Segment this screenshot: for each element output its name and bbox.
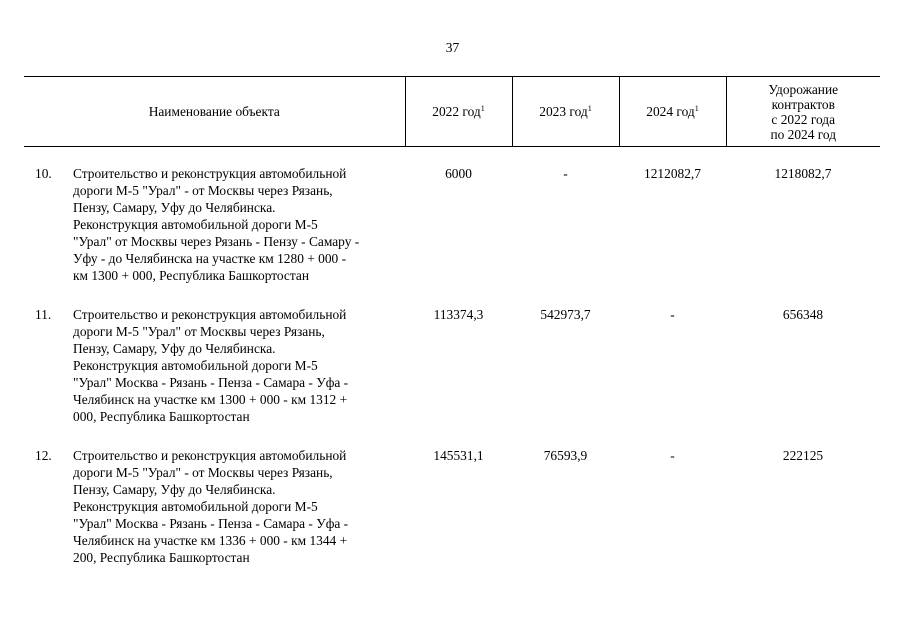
row-2023-value: - <box>563 166 568 181</box>
row-name-cell <box>24 447 405 566</box>
table-row <box>24 306 880 425</box>
header-increase <box>726 77 880 147</box>
cost-table <box>24 76 880 566</box>
row-name-line: Пензу, Самару, Уфу до Челябинска. <box>73 341 276 356</box>
header-2023-footnote: 1 <box>587 104 592 113</box>
row-name-line: км 1300 + 000, Республика Башкортостан <box>73 268 309 283</box>
header-name <box>24 77 405 147</box>
header-increase-line: контрактов <box>771 96 835 112</box>
row-name-cell <box>24 165 405 284</box>
row-name-line: 000, Республика Башкортостан <box>73 409 250 424</box>
row-name-line: Строительство и реконструкция автомобильной <box>73 307 347 322</box>
row-name-line: дороги М-5 "Урал" - от Москвы через Рязань, <box>73 465 333 480</box>
row-increase-value: 222125 <box>782 448 824 463</box>
row-2024-value: 1212082,7 <box>644 166 701 181</box>
row-name-cell <box>24 306 405 425</box>
row-name-line: "Урал" от Москвы через Рязань - Пензу - Самару - <box>73 234 360 249</box>
row-number: 12. <box>35 448 52 463</box>
header-2022-label: 2022 год <box>432 104 481 119</box>
header-increase-line: по 2024 год <box>770 126 837 142</box>
row-name-line: Строительство и реконструкция автомобильной <box>73 448 347 463</box>
header-2024-label: 2024 год <box>646 104 695 119</box>
spacer-row <box>24 425 880 447</box>
row-name-line: "Урал" Москва - Рязань - Пенза - Самара - Уфа - <box>73 516 349 531</box>
row-name-line: Пензу, Самару, Уфу до Челябинска. <box>73 200 276 215</box>
table-row <box>24 447 880 566</box>
row-2024-value: - <box>670 448 675 463</box>
row-name-line: Челябинск на участке км 1300 + 000 - км 1312 + <box>73 392 348 407</box>
header-2023-label: 2023 год <box>539 104 588 119</box>
row-name <box>73 447 405 566</box>
row-name-line: Реконструкция автомобильной дороги М-5 <box>73 358 318 373</box>
row-name <box>73 306 405 425</box>
row-2022-value: 113374,3 <box>433 307 484 322</box>
row-name-line: 200, Республика Башкортостан <box>73 550 250 565</box>
row-number: 11. <box>35 307 52 322</box>
header-2023 <box>512 77 619 147</box>
row-increase-value: 656348 <box>782 307 824 322</box>
header-name-label: Наименование объекта <box>148 104 280 119</box>
row-2022-value: 145531,1 <box>433 448 484 463</box>
row-2023-value: 76593,9 <box>543 448 588 463</box>
row-2024-value: - <box>670 307 675 322</box>
row-name-line: Реконструкция автомобильной дороги М-5 <box>73 499 318 514</box>
row-2023-value: 542973,7 <box>540 307 591 322</box>
row-increase-value: 1218082,7 <box>774 166 832 181</box>
header-increase-line: Удорожание <box>768 81 839 97</box>
header-increase-line: с 2022 года <box>771 111 836 127</box>
row-2022-value: 6000 <box>445 166 472 181</box>
row-name-line: Строительство и реконструкция автомобильной <box>73 166 347 181</box>
row-name-line: дороги М-5 "Урал" от Москвы через Рязань, <box>73 324 325 339</box>
row-name <box>73 165 405 284</box>
header-2024-footnote: 1 <box>694 104 699 113</box>
header-2024 <box>619 77 726 147</box>
row-name-line: Реконструкция автомобильной дороги М-5 <box>73 217 318 232</box>
spacer-row <box>24 147 880 166</box>
header-2022 <box>405 77 512 147</box>
row-number: 10. <box>35 166 52 181</box>
table-header-row <box>24 77 880 147</box>
row-name-line: Уфу - до Челябинска на участке км 1280 + 000 - <box>73 251 347 266</box>
row-name-line: "Урал" Москва - Рязань - Пенза - Самара - Уфа - <box>73 375 349 390</box>
table-row <box>24 165 880 284</box>
spacer-row <box>24 284 880 306</box>
row-name-line: дороги М-5 "Урал" - от Москвы через Рязань, <box>73 183 333 198</box>
row-name-line: Челябинск на участке км 1336 + 000 - км 1344 + <box>73 533 348 548</box>
row-name-line: Пензу, Самару, Уфу до Челябинска. <box>73 482 276 497</box>
page-number: 37 <box>445 40 460 55</box>
header-2022-footnote: 1 <box>480 104 485 113</box>
